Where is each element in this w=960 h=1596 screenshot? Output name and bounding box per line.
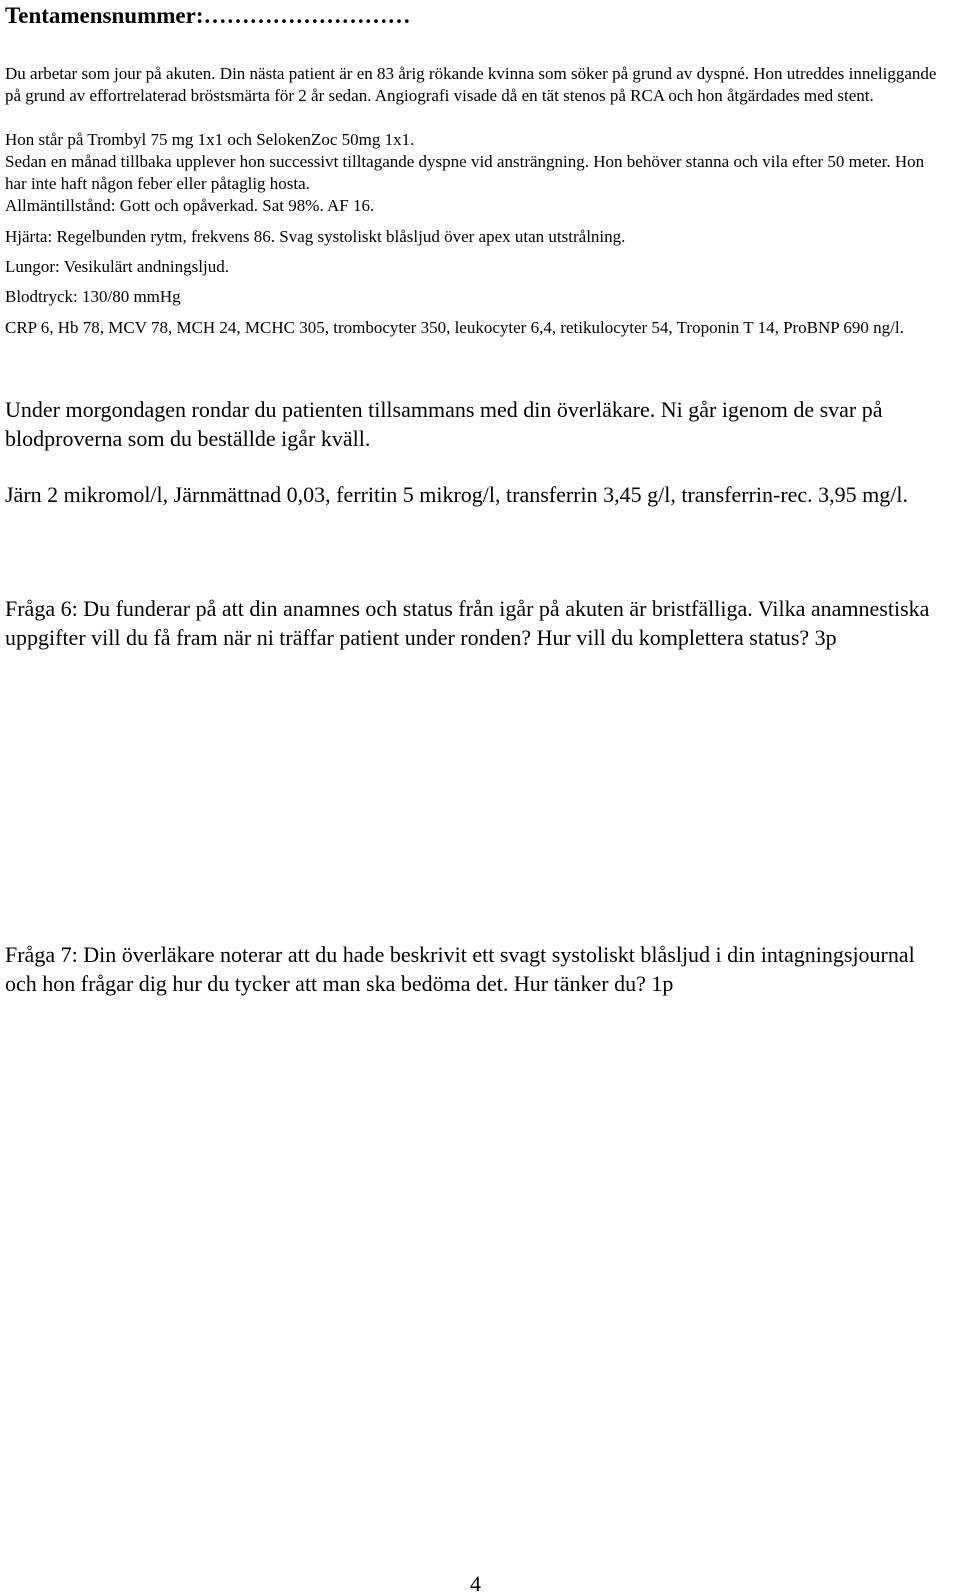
question-7	[5, 940, 945, 998]
general-status	[5, 195, 945, 217]
history	[5, 151, 945, 195]
medication	[5, 129, 945, 151]
question-6	[5, 594, 940, 652]
history-text: Sedan en månad tillbaka upplever hon successivt tilltagande dyspne vid ansträngning. Hon behöver stanna och vila efter 50 meter. Hon har inte haft någon feber eller påtaglig hosta.	[5, 152, 925, 193]
general-status-text: Allmäntillstånd: Gott och opåverkad. Sat 98%. AF 16.	[5, 196, 375, 215]
medication-text: Hon står på Trombyl 75 mg 1x1 och SelokenZoc 50mg 1x1.	[5, 130, 415, 149]
lung-status	[5, 256, 945, 278]
question-6-text: Fråga 6: Du funderar på att din anamnes och status från igår på akuten är bristfälliga. Vilka anamnestiska uppgifter vill du få fram när ni träffar patient under ronden? Hur vill du komplettera status? 3p	[5, 596, 930, 650]
case-intro	[5, 63, 945, 107]
question-7-text: Fråga 7: Din överläkare noterar att du hade beskrivit ett svagt systoliskt blåsljud i din intagningsjournal och hon frågar dig hur du tycker att man ska bedöma det. Hur tänker du? 1p	[5, 942, 915, 996]
lung-status-text: Lungor: Vesikulärt andningsljud.	[5, 257, 229, 276]
candidate-number-label: Tentamensnummer:………………………	[5, 3, 411, 28]
blood-pressure-text: Blodtryck: 130/80 mmHg	[5, 287, 181, 306]
lab-results-text: CRP 6, Hb 78, MCV 78, MCH 24, MCHC 305, trombocyter 350, leukocyter 6,4, retikulocyter 54, Troponin T 14, ProBNP 690 ng/l.	[5, 318, 904, 337]
blood-pressure	[5, 286, 945, 308]
lab-results	[5, 317, 945, 339]
iron-labs-text: Järn 2 mikromol/l, Järnmättnad 0,03, ferritin 5 mikrog/l, transferrin 3,45 g/l, transferrin-rec. 3,95 mg/l.	[5, 482, 909, 507]
iron-labs	[5, 480, 940, 509]
heart-status-text: Hjärta: Regelbunden rytm, frekvens 86. Svag systoliskt blåsljud över apex utan utstrålning.	[5, 227, 626, 246]
page-number: 4	[470, 1571, 481, 1596]
ward-round-text: Under morgondagen rondar du patienten tillsammans med din överläkare. Ni går igenom de svar på blodproverna som du beställde igår kväll.	[5, 397, 883, 451]
ward-round	[5, 395, 940, 453]
case-intro-text: Du arbetar som jour på akuten. Din nästa patient är en 83 årig rökande kvinna som söker på grund av dyspné. Hon utreddes inneliggande på grund av effortrelaterad bröstsmärta för 2 år sedan. Angiografi visade då en tät stenos på RCA och hon åtgärdades med stent.	[5, 64, 937, 105]
heart-status	[5, 226, 945, 248]
